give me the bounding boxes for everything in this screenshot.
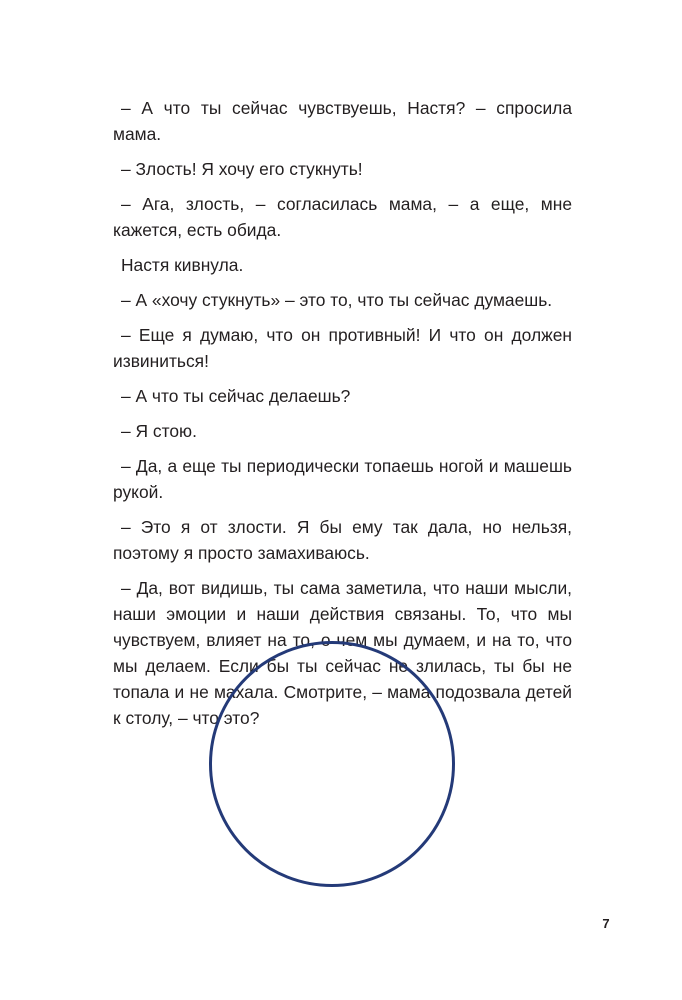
paragraph: – Я стою.: [121, 421, 197, 441]
paragraph: – А «хочу стукнуть» – это то, что ты сейчас думаешь.: [121, 290, 553, 310]
page-number: 7: [602, 916, 610, 931]
paragraph: – А что ты сейчас чувствуешь, Настя? – спросила мама.: [113, 98, 572, 144]
paragraph: – Еще я думаю, что он противный! И что он должен извиниться!: [113, 325, 572, 371]
paragraph: – Да, вот видишь, ты сама заметила, что наши мысли, наши эмоции и наши действия связаны. То, что мы чувствуем, влияет на то, о чем мы думаем, и на то, что мы делаем. Если бы ты сейчас не злилась, ты бы не топала и не махала. Смотрите, – мама подозвала детей к столу, – что это?: [113, 578, 572, 728]
empty-circle-figure: [209, 641, 455, 887]
paragraph: Настя кивнула.: [121, 255, 244, 275]
paragraph: – Это я от злости. Я бы ему так дала, но нельзя, поэтому я просто замахиваюсь.: [113, 517, 572, 563]
circle-outline: [211, 643, 454, 886]
paragraph: – Злость! Я хочу его стукнуть!: [121, 159, 363, 179]
paragraph: – Ага, злость, – согласилась мама, – а еще, мне кажется, есть обида.: [113, 194, 572, 240]
paragraph: – А что ты сейчас делаешь?: [121, 386, 351, 406]
paragraph: – Да, а еще ты периодически топаешь ногой и машешь рукой.: [113, 456, 572, 502]
